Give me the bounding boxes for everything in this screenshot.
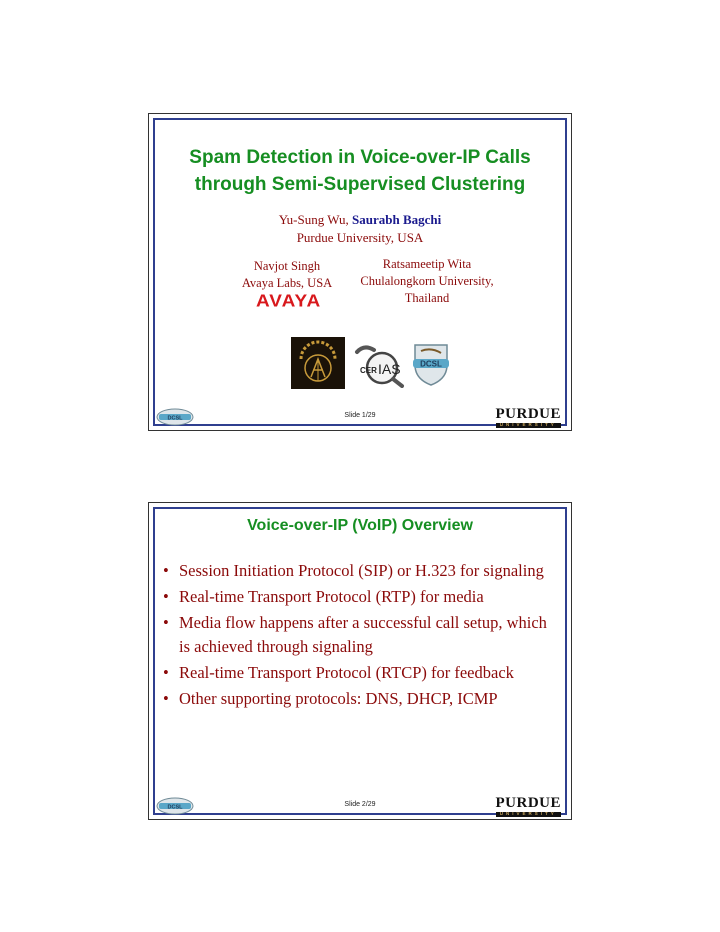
avaya-logo: AVAYA bbox=[256, 292, 322, 311]
dcsl-footer-text: DCSL bbox=[167, 415, 183, 422]
purdue-sub: UNIVERSITY bbox=[496, 423, 562, 428]
slide-2-title: Voice-over-IP (VoIP) Overview bbox=[247, 517, 473, 534]
bullet-item: • Media flow happens after a successful call setup, which is achieved through signaling bbox=[163, 613, 547, 656]
bullet-list bbox=[163, 559, 557, 713]
author-singh: Navjot Singh bbox=[253, 259, 321, 273]
affiliation-chula-2: Thailand bbox=[404, 291, 450, 305]
purdue-word: PURDUE bbox=[495, 795, 561, 811]
bullet-item: • Session Initiation Protocol (SIP) or H.323 for signaling bbox=[163, 559, 557, 583]
cerias-ias: IAS bbox=[378, 361, 401, 377]
author-bagchi: Saurabh Bagchi bbox=[352, 212, 442, 227]
bullet-dot: • bbox=[163, 663, 169, 682]
slide-1 bbox=[148, 113, 572, 431]
bullet-item: • Real-time Transport Protocol (RTCP) for feedback bbox=[163, 661, 557, 685]
slide-2-footer bbox=[149, 793, 571, 819]
bullet-dot: • bbox=[163, 561, 169, 580]
cerias-logo bbox=[352, 342, 406, 388]
title-line-2: through Semi-Supervised Clustering bbox=[194, 174, 526, 195]
dcsl-footer-text: DCSL bbox=[167, 804, 183, 811]
slide-number: Slide 2/29 bbox=[344, 801, 376, 808]
bullet-item: • Real-time Transport Protocol (RTP) for media bbox=[163, 585, 557, 609]
title-line-1: Spam Detection in Voice-over-IP Calls bbox=[189, 147, 531, 168]
purdue-wordmark bbox=[496, 406, 562, 428]
bullet-dot: • bbox=[163, 587, 169, 606]
slide-2 bbox=[148, 502, 572, 820]
dcsl-logo bbox=[411, 341, 451, 387]
purdue-wordmark bbox=[496, 795, 562, 817]
dcsl-text: DCSL bbox=[420, 359, 442, 369]
author-column-right bbox=[347, 256, 507, 307]
bullet-item: • Other supporting protocols: DNS, DHCP, ICMP bbox=[163, 687, 557, 711]
slide-number: Slide 1/29 bbox=[344, 412, 376, 419]
purdue-seal-logo bbox=[291, 337, 345, 389]
affiliation-avaya: Avaya Labs, USA bbox=[241, 276, 333, 290]
cerias-text: CER bbox=[360, 366, 377, 375]
bullet-dot: • bbox=[163, 613, 169, 632]
bullet-dot: • bbox=[163, 689, 169, 708]
purdue-word: PURDUE bbox=[495, 406, 561, 422]
affiliation-purdue: Purdue University, USA bbox=[296, 230, 424, 245]
affiliation-chula-1: Chulalongkorn University, bbox=[360, 274, 494, 288]
slide-1-title bbox=[149, 144, 571, 198]
author-wu: Yu-Sung Wu, bbox=[278, 212, 353, 227]
purdue-sub: UNIVERSITY bbox=[496, 812, 562, 817]
author-column-left bbox=[229, 258, 345, 292]
author-line bbox=[149, 211, 571, 229]
slide-1-footer bbox=[149, 404, 571, 430]
author-wita: Ratsameetip Wita bbox=[382, 257, 472, 271]
